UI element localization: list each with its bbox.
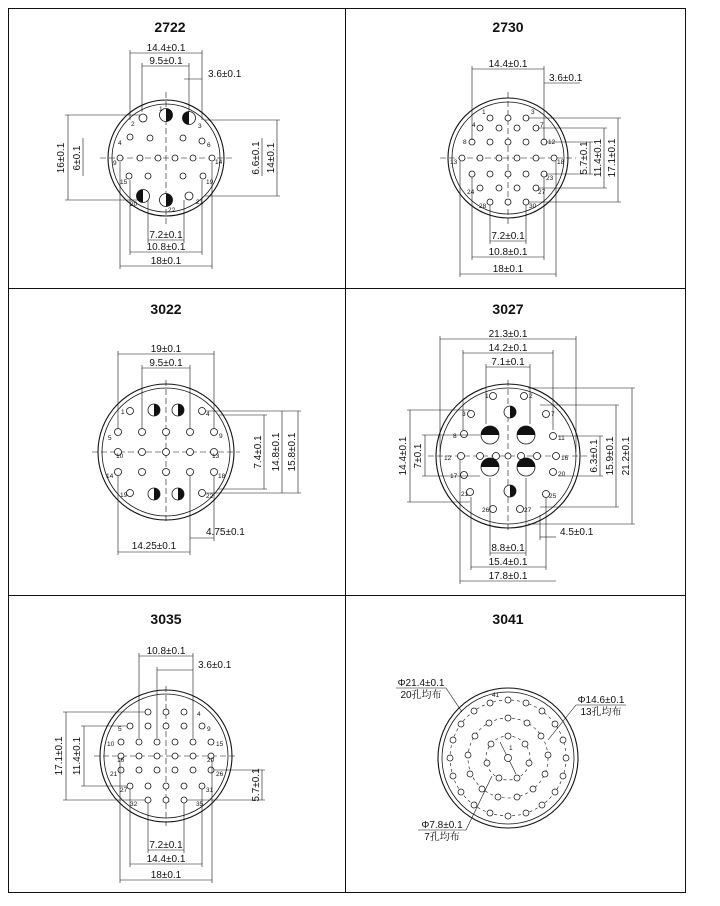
dim-left-2: 7±0.1: [413, 443, 424, 469]
svg-text:16: 16: [117, 757, 125, 764]
svg-text:3: 3: [531, 109, 535, 116]
note-inner-text: 7孔均布: [424, 832, 460, 843]
panel-title: 2722: [154, 19, 186, 35]
dim-bottom-3: 18±0.1: [150, 870, 182, 881]
dim-top-2: 3.6±0.1: [198, 660, 232, 671]
svg-text:4: 4: [472, 122, 476, 129]
dim-bottom-2: 14.4±0.1: [146, 854, 186, 865]
dim-right-2: 11.4±0.1: [593, 138, 604, 178]
svg-text:4: 4: [118, 140, 122, 147]
dim-top-2: 9.5±0.1: [149, 358, 183, 369]
dim-top-1: 14.4±0.1: [146, 43, 186, 54]
dim-left-2: 6±0.1: [72, 145, 83, 171]
svg-text:27: 27: [538, 189, 546, 196]
dim-right-1: 5.7±0.1: [251, 768, 262, 802]
dim-left-2: 11.4±0.1: [72, 736, 83, 776]
dim-right-3: 21.2±0.1: [621, 436, 632, 476]
dim-left-1: 16±0.1: [56, 142, 67, 174]
svg-text:20: 20: [130, 201, 138, 208]
svg-text:1: 1: [509, 745, 513, 752]
dim-bottom-1: 7.2±0.1: [491, 231, 525, 242]
svg-text:10: 10: [107, 741, 115, 748]
svg-text:15: 15: [120, 179, 128, 186]
dim-top-1: 21.3±0.1: [488, 329, 528, 340]
svg-text:1: 1: [121, 409, 125, 416]
svg-text:31: 31: [206, 787, 214, 794]
dim-bottom-1: 7.2±0.1: [149, 840, 183, 851]
svg-text:9: 9: [113, 160, 117, 167]
dim-right-1: 5.7±0.1: [579, 141, 590, 175]
svg-text:10: 10: [116, 453, 124, 460]
panel-title: 3041: [492, 611, 524, 627]
note-outer-dim: Φ21.4±0.1: [397, 678, 445, 689]
svg-text:3: 3: [462, 411, 466, 418]
dim-top-3: 7.1±0.1: [491, 357, 525, 368]
svg-text:14: 14: [215, 159, 223, 166]
svg-text:18: 18: [557, 159, 565, 166]
dim-right-2: 14±0.1: [266, 142, 277, 174]
svg-text:12: 12: [548, 139, 556, 146]
svg-text:3: 3: [198, 123, 202, 130]
svg-text:17: 17: [450, 473, 458, 480]
note-inner-dim: Φ7.8±0.1: [421, 820, 463, 831]
svg-text:26: 26: [216, 771, 224, 778]
dim-right-3: 15.8±0.1: [287, 432, 298, 472]
svg-text:28: 28: [479, 203, 487, 210]
dim-bottom-3: 18±0.1: [150, 256, 182, 267]
svg-text:16: 16: [561, 455, 569, 462]
dim-left-1: 17.1±0.1: [54, 736, 65, 776]
svg-text:14: 14: [106, 473, 114, 480]
dim-bottom-3: 15.4±0.1: [488, 557, 528, 568]
svg-text:4: 4: [206, 411, 210, 418]
dim-right-1: 6.3±0.1: [589, 439, 600, 473]
svg-text:2: 2: [529, 393, 533, 400]
dim-top-2: 3.6±0.1: [549, 73, 583, 84]
svg-text:25: 25: [549, 493, 557, 500]
dim-left-1: 14.4±0.1: [398, 436, 409, 476]
panel-title: 2730: [492, 19, 524, 35]
svg-text:23: 23: [546, 175, 554, 182]
dim-top-2: 14.2±0.1: [488, 343, 528, 354]
svg-text:27: 27: [120, 787, 128, 794]
dim-bottom-4: 17.8±0.1: [488, 571, 528, 582]
dim-bottom-2: 10.8±0.1: [488, 247, 528, 258]
svg-text:13: 13: [450, 159, 458, 166]
svg-text:20: 20: [207, 757, 215, 764]
svg-text:15: 15: [216, 741, 224, 748]
dim-bottom-1: 4.75±0.1: [206, 527, 245, 538]
svg-text:7: 7: [540, 122, 544, 129]
dim-right-3: 17.1±0.1: [607, 138, 618, 178]
dim-right-1: 6.6±0.1: [251, 141, 262, 175]
dim-right-2: 15.9±0.1: [605, 436, 616, 476]
svg-text:30: 30: [529, 203, 537, 210]
svg-text:21: 21: [196, 199, 204, 206]
svg-text:1: 1: [159, 106, 163, 113]
note-outer-text: 20孔均布: [400, 690, 442, 701]
svg-text:1: 1: [485, 393, 489, 400]
svg-text:27: 27: [524, 507, 532, 514]
dim-bottom-1: 4.5±0.1: [560, 527, 594, 538]
svg-text:21: 21: [110, 771, 118, 778]
svg-text:19: 19: [206, 179, 214, 186]
dim-top-3: 3.6±0.1: [208, 69, 242, 80]
svg-text:2: 2: [131, 121, 135, 128]
svg-text:18: 18: [218, 473, 226, 480]
panel-title: 3022: [150, 301, 182, 317]
dim-bottom-2: 14.25±0.1: [131, 541, 177, 552]
svg-text:35: 35: [196, 801, 204, 808]
svg-text:19: 19: [120, 492, 128, 499]
svg-text:11: 11: [558, 435, 565, 442]
svg-text:13: 13: [212, 453, 220, 460]
panel-title: 3035: [150, 611, 182, 627]
svg-text:9: 9: [219, 433, 223, 440]
svg-text:21: 21: [461, 491, 469, 498]
svg-text:9: 9: [207, 726, 211, 733]
svg-text:32: 32: [130, 801, 138, 808]
dim-top-1: 14.4±0.1: [488, 59, 528, 70]
dim-bottom-2: 10.8±0.1: [146, 242, 186, 253]
note-middle-text: 13孔均布: [580, 707, 622, 718]
svg-text:6: 6: [207, 142, 211, 149]
svg-text:24: 24: [467, 189, 475, 196]
panel-title: 3027: [492, 301, 524, 317]
dim-top-2: 9.5±0.1: [149, 56, 183, 67]
svg-text:8: 8: [453, 433, 457, 440]
svg-text:8: 8: [463, 139, 467, 146]
dim-right-2: 14.8±0.1: [271, 432, 282, 472]
dim-bottom-3: 18±0.1: [492, 264, 524, 275]
svg-text:7: 7: [551, 411, 555, 418]
svg-text:41: 41: [492, 692, 500, 699]
dim-right-1: 7.4±0.1: [253, 435, 264, 469]
svg-text:22: 22: [168, 207, 176, 214]
svg-text:5: 5: [118, 726, 122, 733]
dim-top-1: 19±0.1: [150, 344, 182, 355]
dim-bottom-2: 8.8±0.1: [491, 543, 525, 554]
svg-text:20: 20: [558, 471, 566, 478]
note-middle-dim: Φ14.6±0.1: [577, 695, 625, 706]
svg-text:22: 22: [206, 493, 214, 500]
svg-text:5: 5: [108, 435, 112, 442]
svg-text:1: 1: [482, 109, 486, 116]
svg-text:4: 4: [197, 711, 201, 718]
svg-text:26: 26: [482, 507, 490, 514]
svg-text:12: 12: [444, 455, 452, 462]
dim-top-1: 10.8±0.1: [146, 646, 186, 657]
dim-bottom-1: 7.2±0.1: [149, 230, 183, 241]
